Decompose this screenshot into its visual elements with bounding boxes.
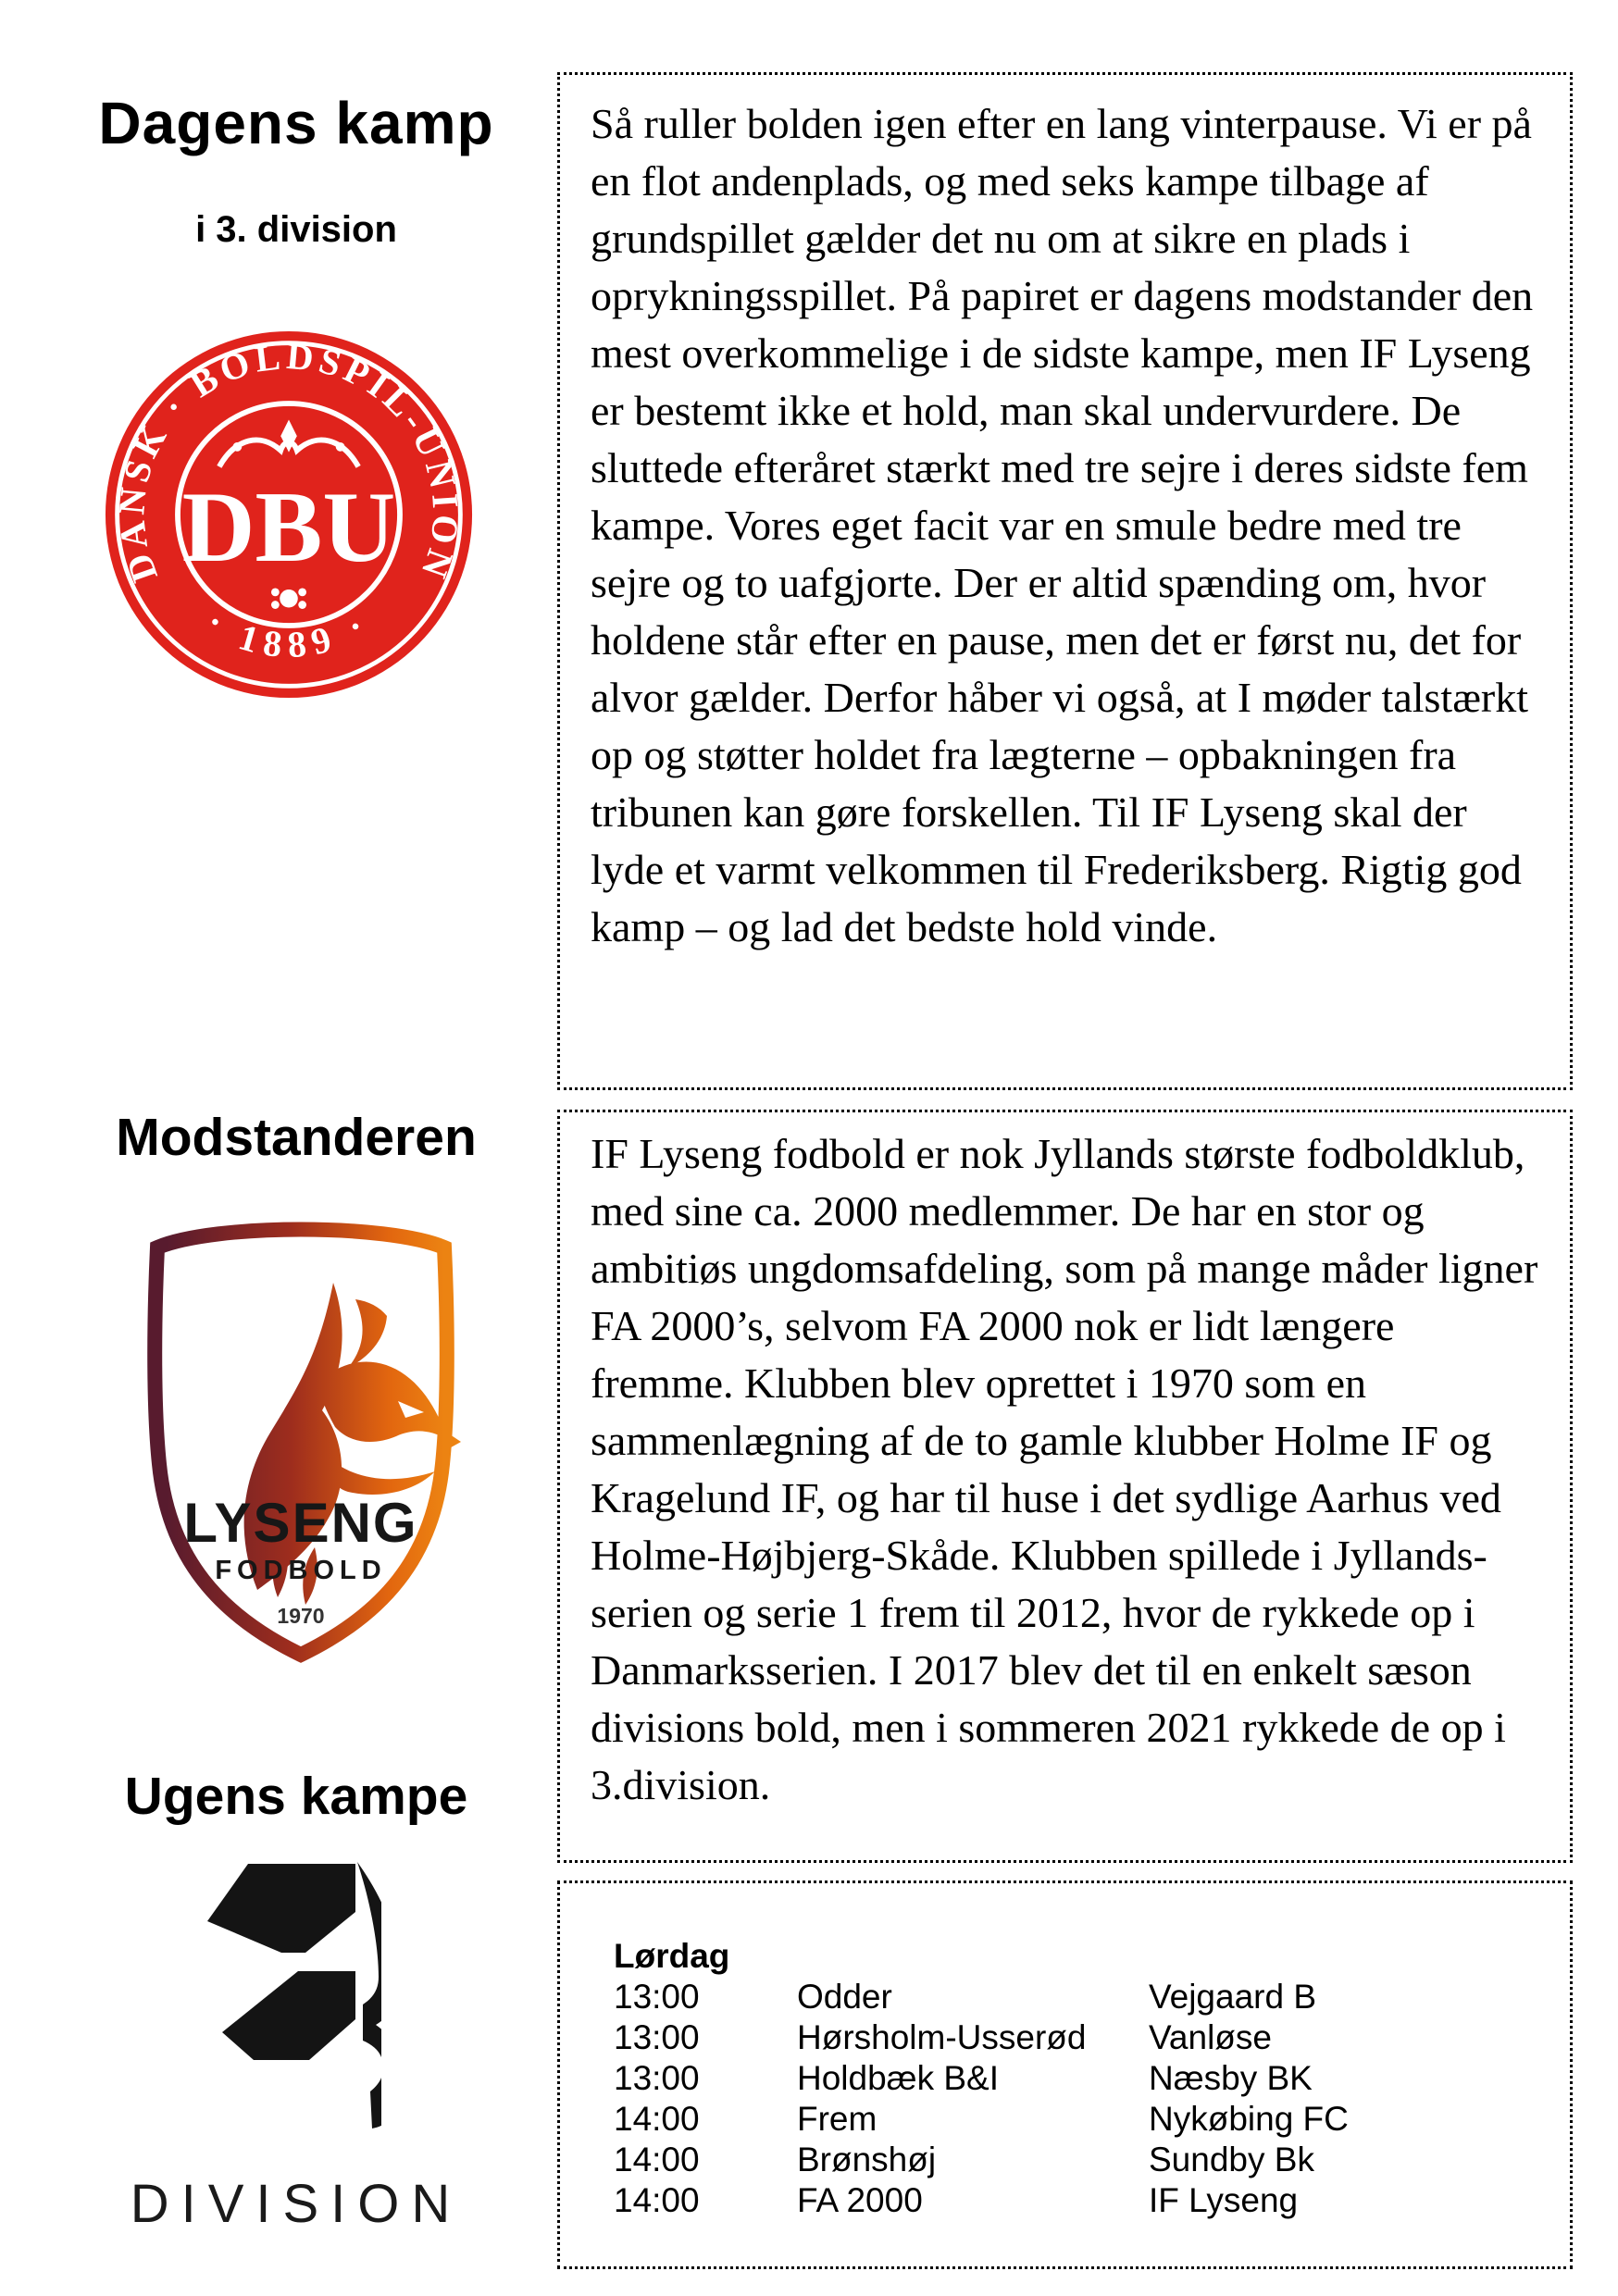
match-home: Frem [797,2100,877,2138]
match-home: Holdbæk B&I [797,2059,999,2097]
match-row [614,2180,1551,2221]
match-row [614,2099,1551,2140]
match-away: Vejgaard B [1149,1978,1317,2016]
match-time: 14:00 [614,2141,700,2178]
dbu-logo [104,329,474,700]
match-time: 13:00 [614,2059,700,2097]
match-away: Sundby Bk [1149,2141,1314,2178]
match-home: Hørsholm-Usserød [797,2018,1087,2056]
match-time: 14:00 [614,2100,700,2138]
match-home: Brønshøj [797,2141,937,2178]
opponent-article-text: IF Lyseng fodbold er nok Jyllands største fodboldklub, med sine ca. 2000 medlemmer. De har en stor og ambitiøs ungdomsafdeling, som på mange måder ligner FA 2000’s, selvom FA 2000 nok er lidt længere fremme. Klubben blev oprettet i 1970 som en sammenlægning af de to gamle klubber Holme IF og Kragelund IF, og har til huse i det sydlige Aarhus ved Holme-Højbjerg-Skåde. Klubben spillede i Jyllands-serien og serie 1 frem til 2012, hvor de rykkede op i Danmarksserien. I 2017 blev det til en enkelt sæson divisions bold, men i sommeren 2021 rykkede de op i 3.division. [591,1130,1538,1808]
3-division-logo-icon [198,1858,381,2128]
match-time: 14:00 [614,2181,700,2219]
lyseng-year: 1970 [277,1604,325,1628]
match-time: 13:00 [614,1978,700,2016]
lyseng-name: LYSENG [183,1492,418,1554]
match-away: IF Lyseng [1149,2181,1299,2219]
lyseng-logo [139,1198,463,1671]
match-row [614,1977,1551,2017]
dbu-year-text: · 1889 · [198,601,380,666]
opponent-article-box [557,1110,1573,1863]
match-home: FA 2000 [797,2181,923,2219]
match-home: Odder [797,1978,892,2016]
match-away: Vanløse [1149,2018,1272,2056]
intro-article-text: Så ruller bolden igen efter en lang vinterpause. Vi er på en flot andenplads, og med seks kampe tilbage af grundspillet gælder det nu om at sikre en plads i oprykningsspillet. På papiret er dagens modstander den mest overkommelige i de sidste kampe, men IF Lyseng er bestemt ikke et hold, man skal undervurdere. De sluttede efteråret stærkt med tre sejre i deres sidste fem kampe. Vores eget facit var en smule bedre med tre sejre og to uafgjorte. Der er altid spænding om, hvor holdene står efter en pause, men det er først nu, det for alvor gælder. Derfor håber vi også, at I møder talstærkt op og støtter holdet fra lægterne – opbakningen fra tribunen kan gøre forskellen. Til IF Lyseng skal der lyde et varmt velkommen til Frederiksberg. Rigtig god kamp – og lad det bedste hold vinde. [591,100,1534,950]
lyseng-subtitle: FODBOLD [215,1556,387,1585]
match-row [614,2140,1551,2180]
match-time: 13:00 [614,2018,700,2056]
schedule-rows [614,1977,1551,2221]
schedule-day-label: Lørdag [614,1937,730,1975]
dbu-monogram: DBU [181,470,396,583]
dbu-ring-text: DANSK · BOLDSPIL-UNION [110,334,467,588]
3-division-logo-text: DIVISION [130,2174,463,2234]
intro-article-box [557,72,1573,1090]
opponent-section-title: Modstanderen [116,1108,477,1167]
schedule-box [557,1880,1573,2269]
page-title: Dagens kamp [98,90,494,156]
week-matches-section-title: Ugens kampe [124,1767,468,1826]
match-row [614,2058,1551,2099]
match-away: Næsby BK [1149,2059,1313,2097]
page-subtitle: i 3. division [195,209,397,250]
match-row [614,2017,1551,2058]
match-away: Nykøbing FC [1149,2100,1349,2138]
